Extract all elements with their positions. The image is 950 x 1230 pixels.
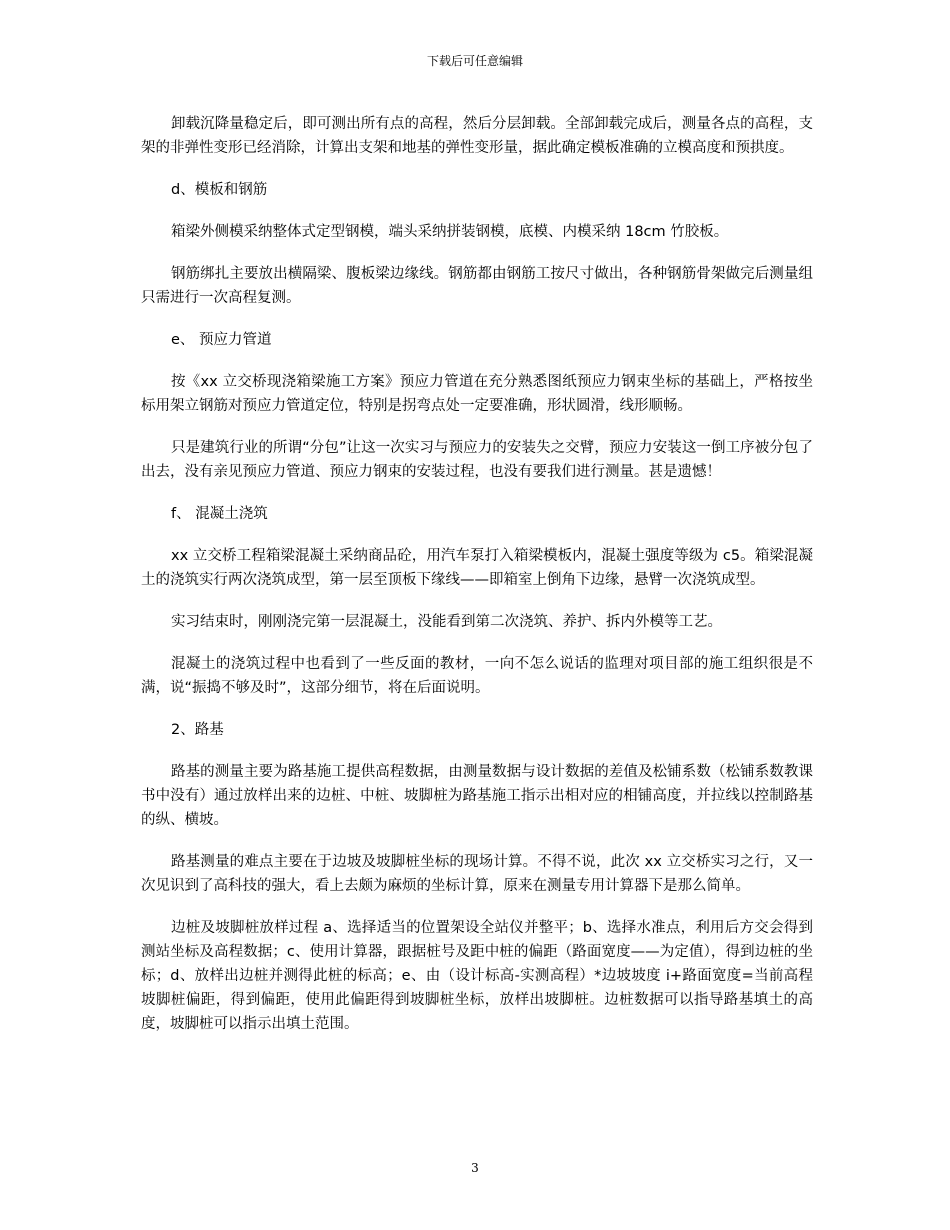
paragraph-subcontract: 只是建筑行业的所谓“分包”让这一次实习与预应力的安装失之交臂，预应力安装这一倒工序被分包了出去，没有亲见预应力管道、预应力钢束的安装过程，也没有要我们进行测量。甚是遗憾！: [141, 440, 813, 480]
paragraph-formwork: 箱梁外侧模采纳整体式定型钢模，端头采纳拼装钢模，底模、内模采纳 18cm 竹胶板。: [171, 224, 729, 240]
paragraph-subgrade-survey: 路基的测量主要为路基施工提供高程数据，由测量数据与设计数据的差值及松铺系数（松铺系数教课书中没有）通过放样出来的边桩、中桩、坡脚桩为路基施工指示出相对应的相铺高度，并拉线以控制路基的纵、横坡。: [141, 764, 813, 828]
paragraph-internship-end: 实习结束时，刚刚浇完第一层混凝土，没能看到第二次浇筑、养护、拆内外模等工艺。: [171, 614, 722, 630]
heading-subgrade: 2、路基: [171, 722, 224, 738]
heading-concrete-pouring: f、 混凝土浇筑: [171, 506, 268, 522]
header-text: 下载后可任意编辑: [426, 54, 523, 68]
document-body: [141, 112, 813, 1054]
heading-formwork-rebar: d、模板和钢筋: [171, 182, 268, 198]
heading-prestress-duct: e、 预应力管道: [171, 332, 272, 348]
paragraph-rebar: 钢筋绑扎主要放出横隔梁、腹板梁边缘线。钢筋都由钢筋工按尺寸做出，各种钢筋骨架做完后测量组只需进行一次高程复测。: [141, 266, 813, 306]
page-footer: [0, 1160, 950, 1176]
paragraph-unloading: 卸载沉降量稳定后，即可测出所有点的高程，然后分层卸载。全部卸载完成后，测量各点的高程，支架的非弹性变形已经消除，计算出支架和地基的弹性变形量，据此确定模板准确的立模高度和预拱度。: [141, 116, 813, 156]
paragraph-duct-positioning: 按《xx 立交桥现浇箱梁施工方案》预应力管道在充分熟悉图纸预应力钢束坐标的基础上，严格按坐标用架立钢筋对预应力管道定位，特别是拐弯点处一定要准确，形状圆滑，线形顺畅。: [141, 374, 813, 414]
paragraph-slope-calculation: 路基测量的难点主要在于边坡及坡脚桩坐标的现场计算。不得不说，此次 xx 立交桥实习之行，又一次见识到了高科技的强大，看上去颇为麻烦的坐标计算，原来在测量专用计算器下是那么简单。: [141, 854, 813, 894]
paragraph-concrete: xx 立交桥工程箱梁混凝土采纳商品砼，用汽车泵打入箱梁模板内，混凝土强度等级为 c5。箱梁混凝土的浇筑实行两次浇筑成型，第一层至顶板下缘线——即箱室上倒角下边缘，悬臂一次浇筑成型。: [141, 548, 813, 588]
page-number: 3: [471, 1161, 479, 1175]
paragraph-stakeout-process: 边桩及坡脚桩放样过程 a、选择适当的位置架设全站仪并整平；b、选择水准点，利用后方交会得到测站坐标及高程数据；c、使用计算器，跟据桩号及距中桩的偏距（路面宽度——为定值），得到边桩的坐标；d、放样出边桩并测得此桩的标高；e、由（设计标高-实测高程）*边坡坡度 i+路面宽度=当前高程坡脚桩偏距，得到偏距，使用此偏距得到坡脚桩坐标，放样出坡脚桩。边桩数据可以指导路基填土的高度，坡脚桩可以指示出填土范围。: [141, 920, 813, 1032]
page-header: [0, 53, 950, 69]
paragraph-supervision: 混凝土的浇筑过程中也看到了一些反面的教材，一向不怎么说话的监理对项目部的施工组织很是不满，说“振捣不够及时”，这部分细节，将在后面说明。: [141, 656, 813, 696]
